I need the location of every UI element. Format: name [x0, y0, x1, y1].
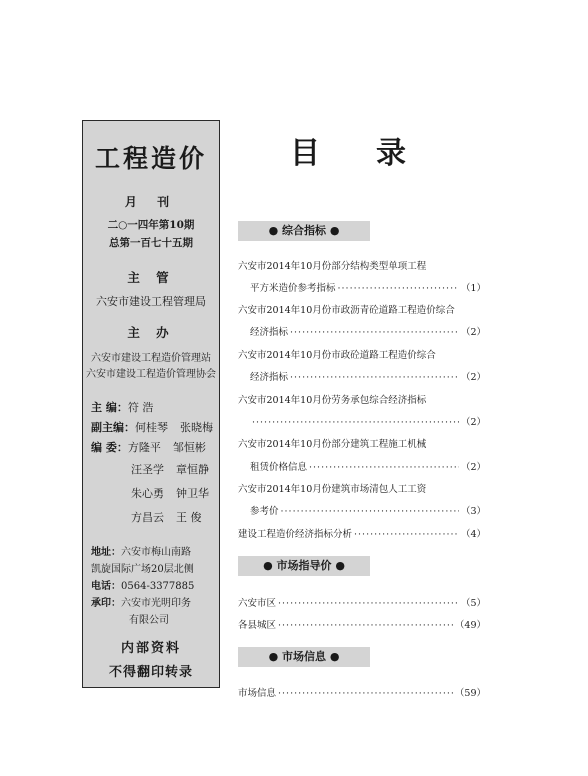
- toc-page-number: （2）: [460, 372, 486, 383]
- sponsor-organization: 六安市建设工程管理局: [96, 295, 206, 308]
- organizer-heading: 主 办: [127, 325, 175, 340]
- publication-frequency: 月 刊: [124, 195, 178, 209]
- toc-entry-line[interactable]: [238, 392, 486, 406]
- committee-member: 钟卫华: [176, 487, 209, 500]
- committee-member: 方昌云: [131, 511, 164, 524]
- section-heading-market-guide-price: ● 市场指导价 ●: [238, 556, 370, 576]
- committee-row: [131, 461, 209, 477]
- toc-entry-title: 建设工程造价经济指标分析: [238, 529, 353, 540]
- committee-row: [131, 485, 209, 501]
- toc-title: 目录: [290, 136, 462, 171]
- toc-entry-title: 六安市2014年10月份部分建筑工程施工机械: [238, 439, 427, 450]
- committee-member: 邹恒彬: [172, 441, 206, 454]
- leader-dots: [252, 417, 459, 428]
- address: [91, 543, 191, 558]
- committee-row: [91, 439, 206, 455]
- committee-member: 章恒静: [176, 463, 209, 476]
- sponsor-heading: 主 管: [127, 270, 175, 285]
- toc-entry-title: 六安市2014年10月份市政沥青砼道路工程造价综合: [238, 305, 455, 316]
- total-issue-number: 总第一百七十五期: [109, 237, 193, 249]
- toc-page-number: （5）: [460, 598, 486, 609]
- committee-member: 方隆平: [127, 441, 161, 454]
- leader-dots: [309, 462, 459, 473]
- masthead-panel: [82, 120, 220, 688]
- toc-entry-line[interactable]: [238, 595, 486, 609]
- deputy-label: 副主编：: [91, 421, 135, 434]
- toc-entry-line[interactable]: [250, 503, 486, 517]
- address-line-2: 凯旋国际广场20层北侧: [91, 564, 194, 575]
- toc-entry-line[interactable]: [238, 481, 486, 495]
- phone: [91, 577, 194, 592]
- deputy-editors: [91, 419, 213, 435]
- toc-entry-line[interactable]: [238, 436, 486, 450]
- toc-entry-line[interactable]: [250, 369, 486, 383]
- magazine-title: 工程造价: [94, 144, 207, 173]
- committee-member: 朱心勇: [131, 487, 164, 500]
- toc-entry-line[interactable]: [250, 459, 486, 473]
- committee-label: 编 委：: [91, 441, 128, 454]
- internal-material-notice: 内部资料: [120, 641, 181, 656]
- toc-page-number: （59）: [454, 688, 486, 699]
- printer-label: 承印：: [91, 598, 121, 609]
- toc-entry-title: 各县城区: [238, 620, 277, 631]
- toc-page-number: （49）: [454, 620, 486, 631]
- leader-dots: [354, 529, 459, 540]
- toc-entry-title: 租赁价格信息: [250, 462, 308, 473]
- toc-entry-title: 六安市2014年10月份劳务承包综合经济指标: [238, 395, 427, 406]
- toc-entry-line[interactable]: [250, 324, 486, 338]
- leader-dots: [281, 506, 459, 517]
- deputy-name: 何桂琴: [135, 421, 168, 434]
- leader-dots: [290, 327, 459, 338]
- printer-name-1: 六安市光明印务: [121, 598, 191, 609]
- organizer-organization-2: 六安市建设工程造价管理协会: [86, 369, 216, 380]
- toc-entry-title: 六安市2014年10月份市政砼道路工程造价综合: [238, 350, 436, 361]
- committee-member: 汪圣学: [131, 463, 164, 476]
- address-label: 地址：: [91, 547, 121, 558]
- toc-entry-line[interactable]: [250, 280, 486, 294]
- printer: [91, 594, 191, 609]
- organizer-organization-1: 六安市建设工程造价管理站: [91, 353, 211, 364]
- leader-dots: [290, 372, 459, 383]
- toc-page-number: （3）: [460, 506, 486, 517]
- leader-dots: [278, 688, 453, 699]
- toc-entry-title: 市场信息: [238, 688, 277, 699]
- committee-row: [131, 509, 202, 525]
- editor-label: 主 编：: [91, 401, 128, 414]
- toc-entry-line[interactable]: [238, 526, 486, 540]
- toc-page-number: （2）: [460, 462, 486, 473]
- no-reprint-notice: 不得翻印转录: [108, 665, 193, 680]
- leader-dots: [338, 283, 459, 294]
- toc-entry-line[interactable]: [250, 414, 486, 428]
- issue-number: 二○一四年第10期: [107, 219, 195, 231]
- phone-label: 电话：: [91, 581, 121, 592]
- toc-entry-title: 参考价: [250, 506, 279, 517]
- address-line-1: 六安市梅山南路: [121, 547, 191, 558]
- leader-dots: [278, 620, 453, 631]
- committee-member: 王 俊: [176, 511, 202, 524]
- toc-entry-title: 六安市区: [238, 598, 277, 609]
- editor-in-chief: [91, 399, 153, 415]
- toc-entry-title: 六安市2014年10月份部分结构类型单项工程: [238, 261, 427, 272]
- leader-dots: [278, 598, 459, 609]
- toc-entry-title: 经济指标: [250, 372, 289, 383]
- section-heading-composite-indicators: ● 综合指标 ●: [238, 221, 370, 241]
- toc-entry-title: 经济指标: [250, 327, 289, 338]
- editor-name: 符 浩: [127, 401, 154, 414]
- toc-entry-title: 平方米造价参考指标: [250, 283, 336, 294]
- toc-entry-title: 六安市2014年10月份建筑市场清包人工工资: [238, 484, 427, 495]
- toc-entry-line[interactable]: [238, 258, 486, 272]
- toc-page-number: （1）: [460, 283, 486, 294]
- toc-entry-line[interactable]: [238, 685, 486, 699]
- toc-page-number: （4）: [460, 529, 486, 540]
- phone-number: 0564-3377885: [121, 581, 195, 592]
- section-heading-market-information: ● 市场信息 ●: [238, 647, 370, 667]
- toc-page-number: （2）: [460, 417, 486, 428]
- toc-entry-line[interactable]: [238, 347, 486, 361]
- deputy-name: 张晓梅: [180, 421, 213, 434]
- toc-page-number: （2）: [460, 327, 486, 338]
- toc-entry-line[interactable]: [238, 617, 486, 631]
- printer-name-2: 有限公司: [129, 615, 169, 626]
- toc-entry-line[interactable]: [238, 302, 486, 316]
